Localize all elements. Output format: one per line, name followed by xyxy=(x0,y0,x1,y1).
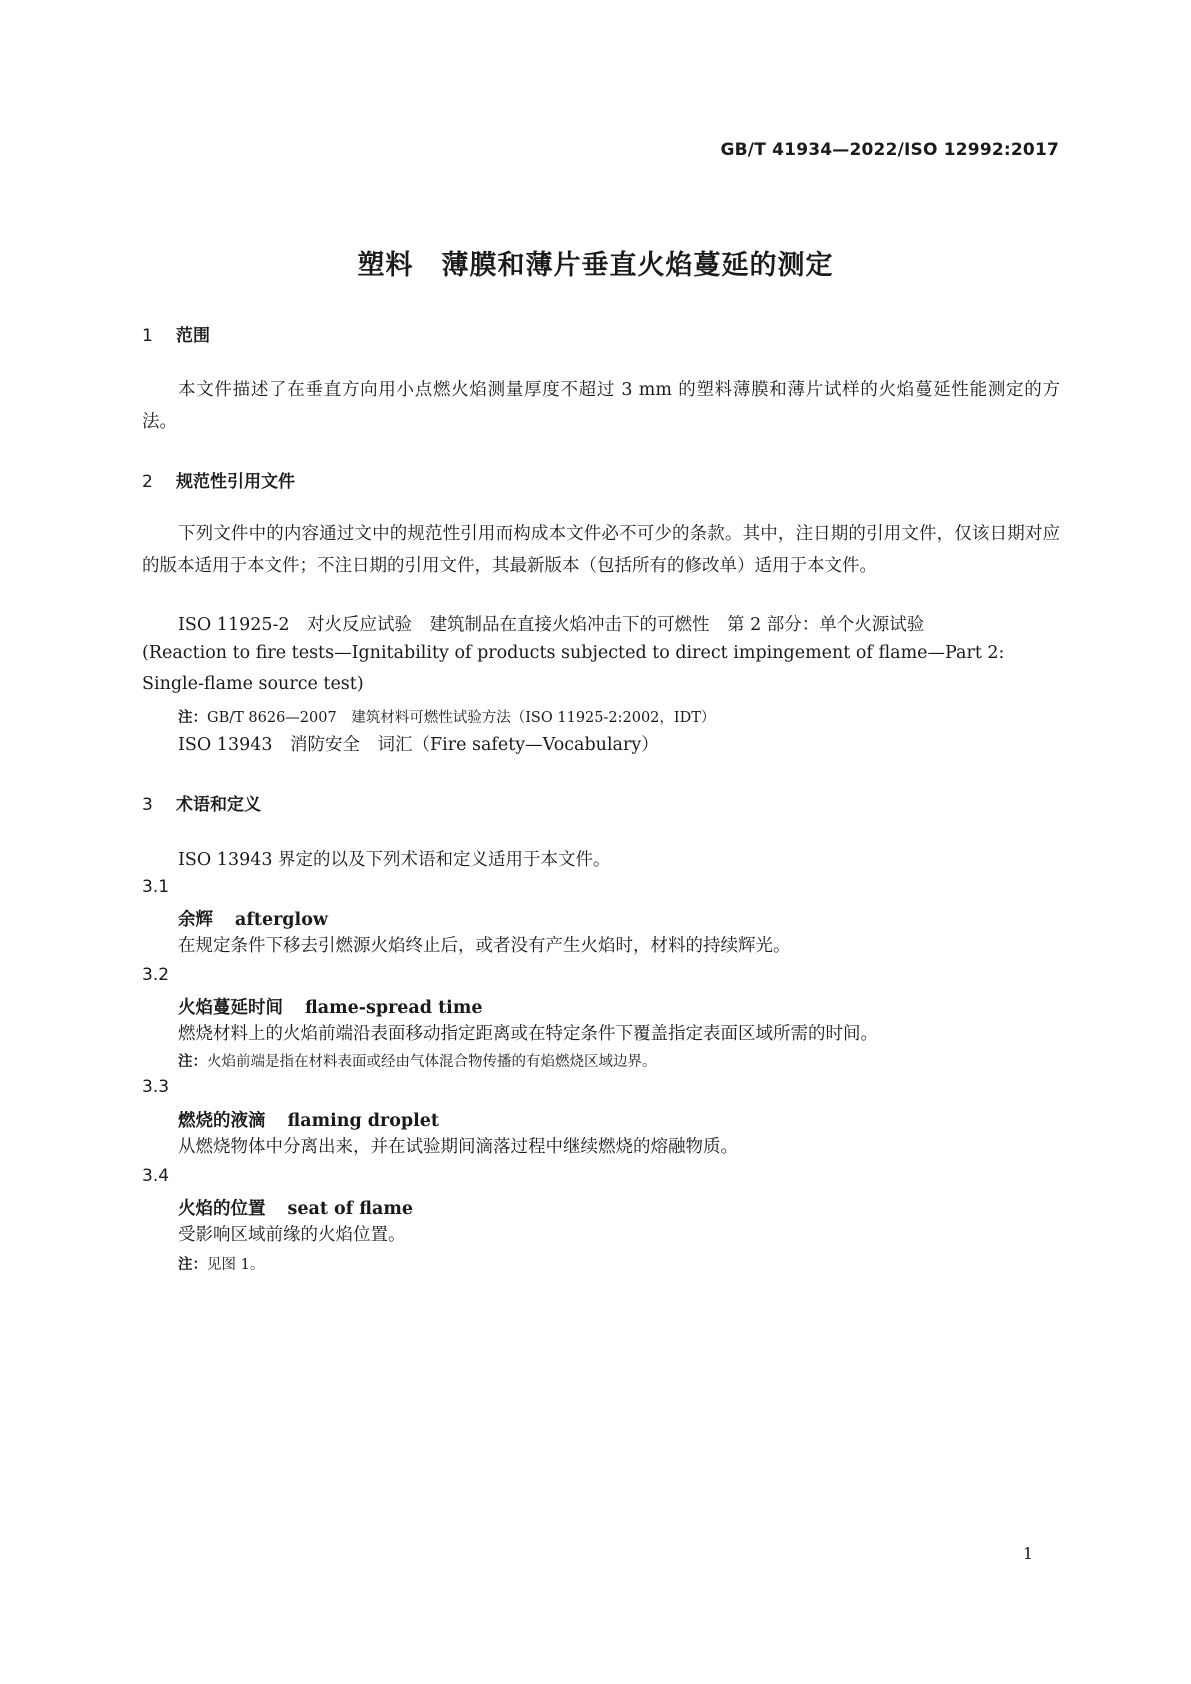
term-definition: 受影响区域前缘的火焰位置。 xyxy=(178,1225,406,1245)
standard-number: GB/T 41934—2022/ISO 12992:2017 xyxy=(720,140,1059,160)
term-definition: 燃烧材料上的火焰前端沿表面移动指定距离或在特定条件下覆盖指定表面区域所需的时间。 xyxy=(178,1024,878,1044)
reference-iso-11925-2-line2: (Reaction to fire tests—Ignitability of products subjected to direct impingement of flame—Part 2: xyxy=(142,643,1005,663)
section-1-heading xyxy=(142,321,210,346)
section-title: 范围 xyxy=(176,326,210,346)
reference-note xyxy=(178,706,715,727)
term-number: 3.4 xyxy=(142,1166,170,1186)
term-note xyxy=(178,1050,657,1071)
document-title: 塑料 薄膜和薄片垂直火焰蔓延的测定 xyxy=(357,250,834,281)
section-number: 3 xyxy=(142,795,153,815)
term-zh: 燃烧的液滴 xyxy=(178,1111,266,1131)
section-2-heading xyxy=(142,467,295,492)
term-en: flaming droplet xyxy=(287,1111,440,1131)
reference-iso-11925-2-line1: ISO 11925-2 对火反应试验 建筑制品在直接火焰冲击下的可燃性 第 2 部分：单个火源试验 xyxy=(178,615,925,635)
note-text: 见图 1。 xyxy=(207,1257,265,1273)
section-1-paragraph: 本文件描述了在垂直方向用小点燃火焰测量厚度不超过 3 mm 的塑料薄膜和薄片试样的火焰蔓延性能测定的方法。 xyxy=(142,380,1060,432)
section-3-intro: ISO 13943 界定的以及下列术语和定义适用于本文件。 xyxy=(178,850,611,870)
term-number: 3.3 xyxy=(142,1077,170,1097)
term-title xyxy=(178,1195,413,1220)
term-note xyxy=(178,1253,264,1274)
term-definition: 在规定条件下移去引燃源火焰终止后，或者没有产生火焰时，材料的持续辉光。 xyxy=(178,936,791,956)
term-title xyxy=(178,1107,439,1132)
note-text: 火焰前端是指在材料表面或经由气体混合物传播的有焰燃烧区域边界。 xyxy=(207,1054,657,1070)
term-zh: 火焰蔓延时间 xyxy=(178,998,283,1018)
section-number: 1 xyxy=(142,326,153,346)
term-zh: 余辉 xyxy=(178,910,213,930)
term-en: seat of flame xyxy=(287,1199,414,1219)
section-3-heading xyxy=(142,790,261,815)
term-title xyxy=(178,906,328,931)
term-zh: 火焰的位置 xyxy=(178,1199,266,1219)
note-text: GB/T 8626—2007 建筑材料可燃性试验方法（ISO 11925-2:2002，IDT） xyxy=(207,710,716,726)
term-title xyxy=(178,994,482,1019)
term-en: flame-spread time xyxy=(305,998,483,1018)
section-title: 术语和定义 xyxy=(176,795,261,815)
reference-iso-13943: ISO 13943 消防安全 词汇（Fire safety—Vocabulary） xyxy=(178,735,659,755)
section-2-paragraph: 下列文件中的内容通过文中的规范性引用而构成本文件必不可少的条款。其中，注日期的引用文件，仅该日期对应的版本适用于本文件；不注日期的引用文件，其最新版本（包括所有的修改单）适用于本文件。 xyxy=(142,524,1060,576)
note-label: 注： xyxy=(178,1257,207,1273)
term-definition: 从燃烧物体中分离出来，并在试验期间滴落过程中继续燃烧的熔融物质。 xyxy=(178,1137,738,1157)
page-number: 1 xyxy=(1022,1544,1033,1563)
note-label: 注： xyxy=(178,1054,207,1070)
reference-iso-11925-2-line3: Single-flame source test) xyxy=(142,674,364,694)
section-number: 2 xyxy=(142,472,153,492)
note-label: 注： xyxy=(178,710,207,726)
section-title: 规范性引用文件 xyxy=(176,472,295,492)
term-number: 3.1 xyxy=(142,877,170,897)
term-number: 3.2 xyxy=(142,965,170,985)
term-en: afterglow xyxy=(235,910,328,930)
